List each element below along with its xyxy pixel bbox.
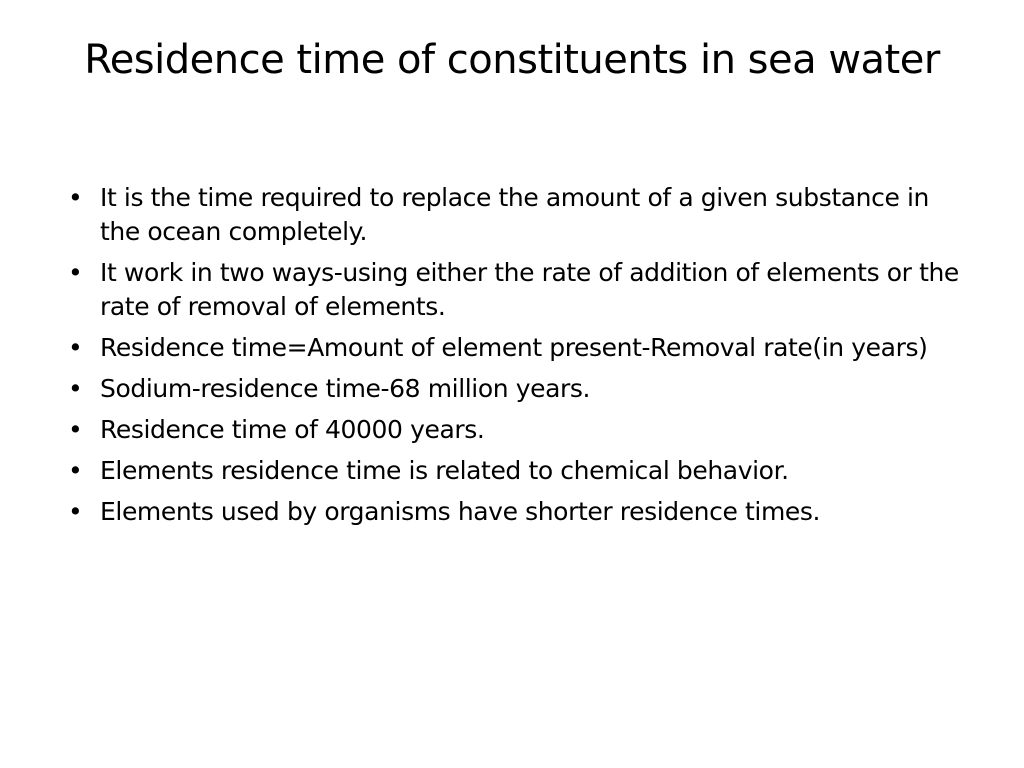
bullet-text: It is the time required to replace the amount of a given substance in the ocean completely.	[100, 183, 929, 246]
slide-title: Residence time of constituents in sea water	[84, 37, 940, 83]
bullet-dot-icon: •	[68, 333, 83, 362]
bullet-text: Elements used by organisms have shorter residence times.	[100, 497, 821, 526]
bullet-dot-icon: •	[68, 258, 83, 287]
bullet-text: Residence time of 40000 years.	[100, 415, 485, 444]
bullet-dot-icon: •	[68, 497, 83, 526]
bullet-list	[68, 181, 968, 536]
bullet-dot-icon: •	[68, 183, 83, 212]
bullet-text: It work in two ways-using either the rate of addition of elements or the rate of removal of elements.	[100, 258, 959, 321]
bullet-item	[68, 413, 968, 447]
bullet-text: Residence time=Amount of element present-Removal rate(in years)	[100, 333, 928, 362]
bullet-item	[68, 331, 968, 365]
bullet-item	[68, 454, 968, 488]
bullet-item	[68, 495, 968, 529]
bullet-dot-icon: •	[68, 456, 83, 485]
bullet-item	[68, 181, 968, 249]
bullet-dot-icon: •	[68, 415, 83, 444]
bullet-text: Elements residence time is related to chemical behavior.	[100, 456, 789, 485]
bullet-item	[68, 372, 968, 406]
bullet-dot-icon: •	[68, 374, 83, 403]
bullet-item	[68, 256, 968, 324]
bullet-text: Sodium-residence time-68 million years.	[100, 374, 591, 403]
